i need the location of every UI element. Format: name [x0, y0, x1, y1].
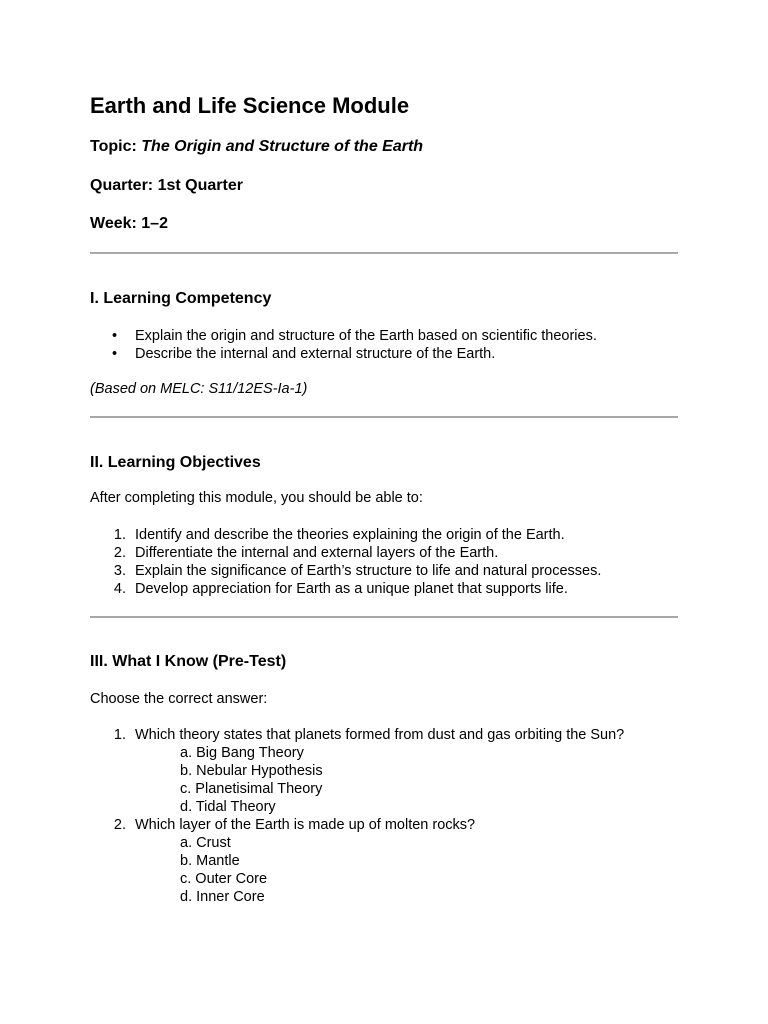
bullet-marker: • — [112, 346, 118, 362]
topic-line — [90, 138, 423, 156]
competency-item-text: Describe the internal and external structure of the Earth. — [135, 346, 496, 362]
answer-options — [135, 744, 624, 816]
melc-note: (Based on MELC: S11/12ES-Ia-1) — [90, 381, 308, 397]
objective-item — [90, 544, 601, 562]
objectives-list — [90, 526, 601, 598]
pretest-heading: III. What I Know (Pre-Test) — [90, 653, 287, 670]
answer-option[interactable]: c. Planetisimal Theory — [180, 781, 323, 797]
week-line: Week: 1–2 — [90, 215, 168, 232]
answer-option[interactable]: a. Crust — [180, 835, 231, 851]
document-title: Earth and Life Science Module — [90, 93, 410, 118]
competency-heading: I. Learning Competency — [90, 290, 272, 307]
question-text: Which theory states that planets formed from dust and gas orbiting the Sun? — [135, 727, 625, 743]
question-number: 2. — [113, 817, 126, 833]
answer-option[interactable]: b. Mantle — [180, 853, 240, 869]
answer-options — [135, 834, 624, 906]
objectives-intro: After completing this module, you should be able to: — [90, 490, 423, 506]
answer-option[interactable]: b. Nebular Hypothesis — [180, 763, 323, 779]
objective-item — [90, 562, 601, 580]
section-divider — [90, 252, 678, 254]
objective-text: Differentiate the internal and external layers of the Earth. — [135, 545, 499, 561]
pretest-questions — [90, 726, 624, 906]
objectives-heading: II. Learning Objectives — [90, 454, 261, 471]
question-item — [90, 816, 624, 906]
topic-value: The Origin and Structure of the Earth — [141, 138, 424, 155]
objective-number: 3. — [113, 563, 126, 579]
section-divider — [90, 416, 678, 418]
quarter-line: Quarter: 1st Quarter — [90, 177, 243, 194]
objective-item — [90, 580, 601, 598]
objective-text: Develop appreciation for Earth as a unique planet that supports life. — [135, 581, 568, 597]
section-divider — [90, 616, 678, 618]
answer-option[interactable]: d. Tidal Theory — [180, 799, 276, 815]
pretest-instruction: Choose the correct answer: — [90, 691, 268, 707]
question-item — [90, 726, 624, 816]
answer-option[interactable]: a. Big Bang Theory — [180, 745, 304, 761]
objective-number: 2. — [113, 545, 126, 561]
competency-list — [90, 327, 597, 363]
competency-item — [90, 327, 597, 345]
objective-number: 4. — [113, 581, 126, 597]
objective-text: Identify and describe the theories explaining the origin of the Earth. — [135, 527, 565, 543]
answer-option[interactable]: d. Inner Core — [180, 889, 265, 905]
competency-item-text: Explain the origin and structure of the Earth based on scientific theories. — [135, 328, 597, 344]
answer-option[interactable]: c. Outer Core — [180, 871, 268, 887]
question-text: Which layer of the Earth is made up of molten rocks? — [135, 817, 476, 833]
topic-label: Topic: — [90, 138, 137, 155]
question-number: 1. — [113, 727, 126, 743]
competency-item — [90, 345, 597, 363]
bullet-marker: • — [112, 328, 118, 344]
objective-text: Explain the significance of Earth’s structure to life and natural processes. — [135, 563, 602, 579]
objective-number: 1. — [113, 527, 126, 543]
objective-item — [90, 526, 601, 544]
